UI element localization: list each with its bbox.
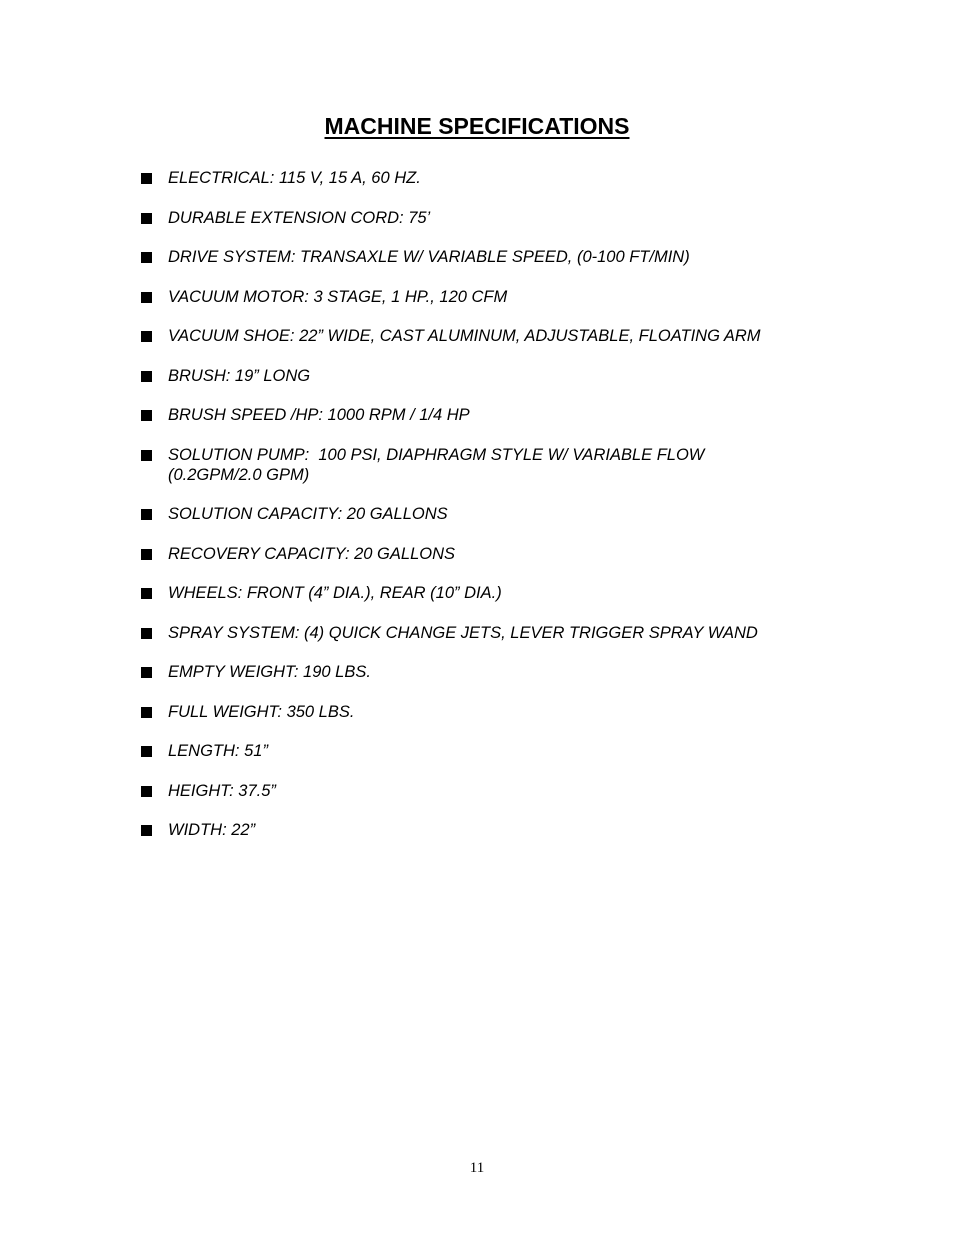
spec-item [140,445,820,485]
spec-item [140,820,820,840]
square-bullet-icon [141,173,152,184]
spec-item [140,662,820,682]
spec-text: ELECTRICAL: 115 V, 15 A, 60 HZ. [168,169,421,187]
spec-text: DURABLE EXTENSION CORD: 75’ [168,208,431,227]
spec-item [140,208,820,228]
spec-text: WHEELS: FRONT (4” DIA.), REAR (10” DIA.) [168,584,502,602]
square-bullet-icon [141,746,152,757]
spec-text: WIDTH: 22” [168,821,256,839]
spec-item [140,702,820,722]
spec-item [140,544,820,564]
square-bullet-icon [141,825,152,836]
square-bullet-icon [141,371,152,382]
spec-item [140,287,820,307]
square-bullet-icon [141,588,152,599]
page-number: 11 [469,1160,485,1176]
square-bullet-icon [141,707,152,718]
square-bullet-icon [141,450,152,461]
spec-item [140,781,820,801]
square-bullet-icon [141,213,152,224]
spec-item [140,168,820,188]
spec-text: SPRAY SYSTEM: (4) QUICK CHANGE JETS, LEVER TRIGGER SPRAY WAND [168,623,758,642]
spec-text: DRIVE SYSTEM: TRANSAXLE W/ VARIABLE SPEED, (0-100 FT/MIN) [168,248,690,266]
spec-item [140,504,820,524]
square-bullet-icon [141,549,152,560]
spec-text: HEIGHT: 37.5” [168,781,276,800]
spec-text: SOLUTION CAPACITY: 20 GALLONS [168,505,448,523]
spec-item [140,247,820,267]
spec-item [140,405,820,425]
spec-text: LENGTH: 51” [168,742,268,760]
square-bullet-icon [141,667,152,678]
square-bullet-icon [141,786,152,797]
spec-text: VACUUM MOTOR: 3 STAGE, 1 HP., 120 CFM [168,287,508,306]
square-bullet-icon [141,628,152,639]
square-bullet-icon [141,509,152,520]
spec-text: BRUSH SPEED /HP: 1000 RPM / 1/4 HP [168,406,470,424]
spec-item [140,583,820,603]
square-bullet-icon [141,331,152,342]
square-bullet-icon [141,252,152,263]
spec-text: BRUSH: 19” LONG [168,366,311,385]
square-bullet-icon [141,292,152,303]
spec-text: EMPTY WEIGHT: 190 LBS. [168,663,371,681]
spec-text: SOLUTION PUMP: 100 PSI, DIAPHRAGM STYLE W/ VARIABLE FLOW (0.2GPM/2.0 GPM) [168,445,705,484]
square-bullet-icon [141,410,152,421]
spec-text: VACUUM SHOE: 22” WIDE, CAST ALUMINUM, ADJUSTABLE, FLOATING ARM [168,327,761,345]
spec-item [140,623,820,643]
spec-list [140,168,820,860]
spec-item [140,366,820,386]
page-title: MACHINE SPECIFICATIONS [324,113,630,139]
spec-text: FULL WEIGHT: 350 LBS. [168,702,355,721]
spec-item [140,741,820,761]
spec-item [140,326,820,346]
spec-text: RECOVERY CAPACITY: 20 GALLONS [168,544,456,563]
